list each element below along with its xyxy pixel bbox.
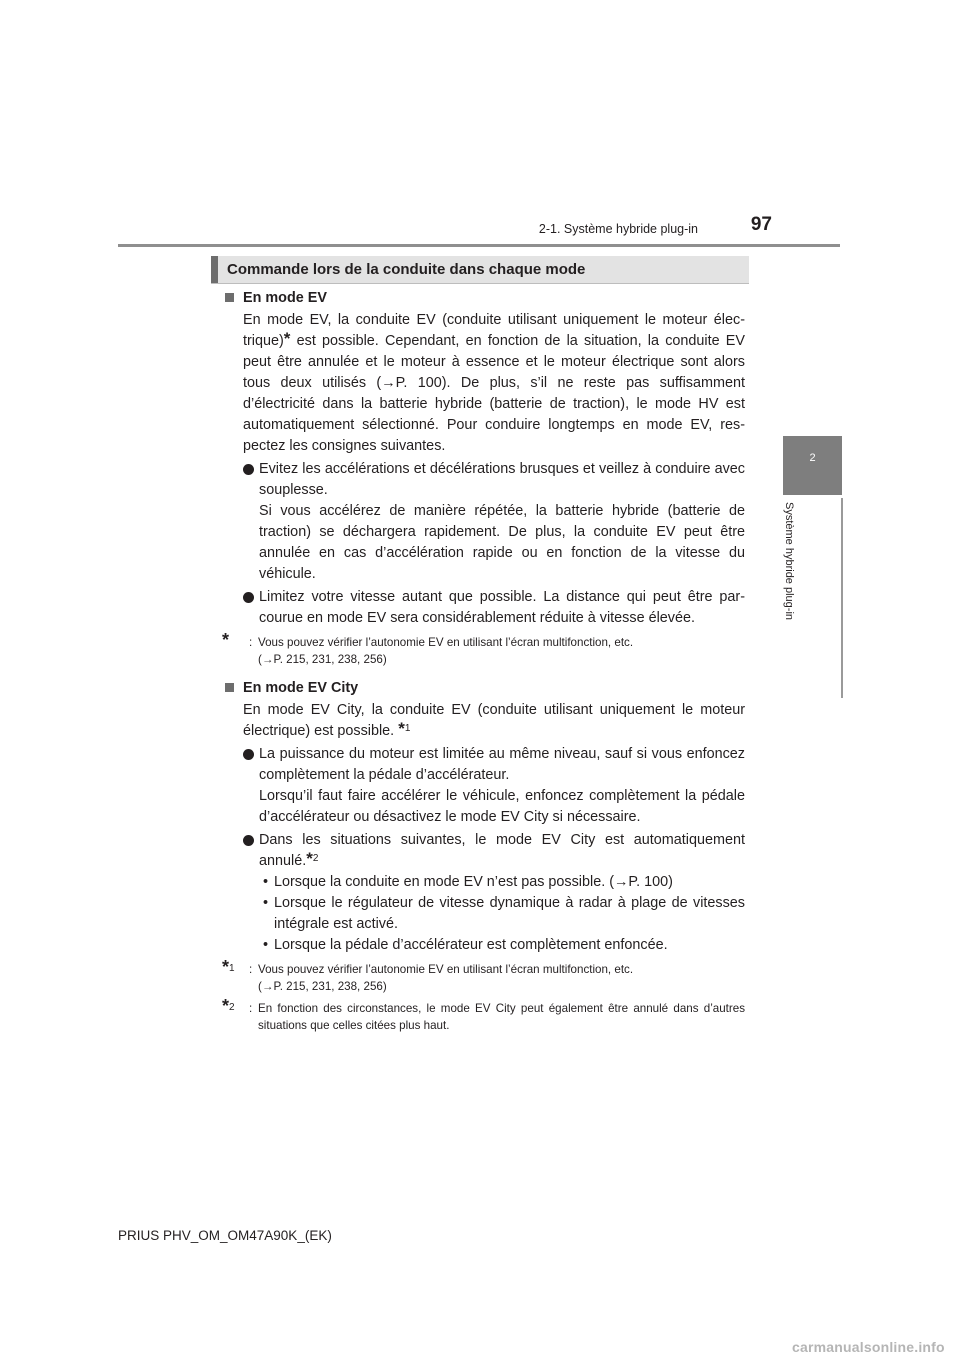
page-content [222, 286, 745, 1034]
footnote-number: 2 [229, 1002, 235, 1013]
ev-mode-footnote-line2: (→P. 215, 231, 238, 256) [258, 653, 387, 666]
ev-mode-heading [222, 286, 745, 310]
ev-city-footnote-1-line2: (→P. 215, 231, 238, 256) [258, 980, 387, 993]
footnote-ref-star: * [283, 329, 291, 348]
footnote-star [222, 959, 235, 976]
bullet-dot-icon [243, 592, 254, 603]
footnote-star-glyph: * [222, 957, 230, 977]
section-accent [211, 256, 218, 283]
ev-mode-bullet-1-line2: Si vous accélérez de manière répétée, la batterie hybride (batterie de traction) se déchargera rapidement. De plus, la conduite EV peut être annulée en cas d’accélération rapide ou en fonction de la vitesse du véhicule. [259, 503, 745, 582]
ev-mode-bullet-1 [243, 459, 745, 585]
chapter-tab-label-text: Système hybride plug-in [783, 502, 795, 621]
ev-city-subitem-text: Lorsque le régulateur de vitesse dynamique à radar à plage de vitesses intégrale est activé. [274, 895, 745, 932]
chapter-tab-number: 2 [809, 452, 816, 464]
footnote-star: * [222, 630, 230, 650]
ev-mode-intro-a: En mode EV, la conduite EV (conduite utilisant uniquement le moteur élec-trique) [243, 312, 745, 349]
ev-mode-footnote [222, 630, 745, 668]
ev-city-intro-text: En mode EV City, la conduite EV (conduite utilisant uniquement le moteur électrique) est possible. [243, 702, 745, 739]
footnote-ref-number: 1 [404, 723, 411, 734]
site-watermark: carmanualsonline.info [792, 1339, 945, 1355]
page-number: 97 [750, 214, 772, 235]
chapter-title: 2-1. Système hybride plug-in [538, 222, 698, 236]
side-divider [841, 498, 843, 698]
ev-city-footnote-2-text: En fonction des circonstances, le mode EV City peut également être annulé dans d’autres situations que celles citées plus haut. [258, 1002, 745, 1032]
footnote-ref-star: * [306, 849, 313, 868]
ev-city-subitem [259, 872, 745, 893]
chapter-tab[interactable] [783, 436, 842, 495]
small-bullet-icon: • [263, 874, 269, 890]
footnote-star [222, 998, 235, 1015]
ev-mode-intro [243, 310, 745, 457]
ev-city-subitem-text: Lorsque la pédale d’accélérateur est complètement enfoncée. [274, 937, 668, 953]
ev-city-subitem [259, 935, 745, 956]
footnote-ref-number: 2 [312, 853, 319, 864]
footnote-colon: : [249, 1002, 253, 1015]
section-heading-bar [211, 256, 749, 283]
square-bullet-icon [225, 683, 234, 692]
document-model-id: PRIUS PHV_OM_OM47A90K_(EK) [118, 1228, 332, 1243]
ev-city-footnote-1-line1: Vous pouvez vérifier l’autonomie EV en utilisant l’écran multifonction, etc. [258, 963, 634, 976]
footnote-number: 1 [229, 963, 235, 974]
bullet-dot-icon [243, 835, 254, 846]
footnote-star-glyph: * [222, 996, 230, 1016]
ev-city-subitem [259, 893, 745, 935]
chapter-tab-label [780, 498, 802, 678]
bullet-dot-icon [243, 464, 254, 475]
footnote-colon: : [249, 963, 253, 976]
bullet-dot-icon [243, 749, 254, 760]
ev-city-bullet-1-line2: Lorsqu’il faut faire accélérer le véhicule, enfoncez complètement la pédale d’accélérateur ou désactivez le mode EV City si nécessaire. [259, 788, 745, 825]
ev-city-bullet-1-line1: La puissance du moteur est limitée au même niveau, sauf si vous enfoncez complètement la pédale d’accélérateur. [259, 746, 745, 783]
ev-city-intro [243, 700, 745, 742]
section-title: Commande lors de la conduite dans chaque mode [227, 261, 586, 278]
ev-mode-bullet-2-text: Limitez votre vitesse autant que possible. La distance qui peut être par-courue en mode EV sera considérablement réduite à vitesse élevée. [259, 589, 745, 626]
square-bullet-icon [225, 293, 234, 302]
ev-city-heading [222, 676, 745, 700]
ev-mode-bullet-2 [243, 587, 745, 629]
ev-city-footnote-1 [222, 957, 745, 995]
small-bullet-icon: • [263, 937, 269, 953]
section-rule [211, 283, 749, 284]
ev-mode-intro-b: est possible. Cependant, en fonction de la situation, la conduite EV peut être annulée et le moteur à essence et le moteur électrique sont alors tous deux utilisés (→P. 100). De plus, s’il ne reste pas suffisamment d’électricité dans la batterie hybride (batterie de traction), le mode HV est automatiquement sélectionné. Pour conduire longtemps en mode EV, res-pectez les consignes suivantes. [243, 333, 745, 454]
ev-city-bullet-2-text: Dans les situations suivantes, le mode EV City est automatiquement annulé. [259, 832, 745, 869]
ev-city-bullet-1 [243, 744, 745, 828]
ev-mode-bullet-1-line1: Evitez les accélérations et décélérations brusques et veillez à conduire avec souplesse. [259, 461, 745, 498]
ev-city-subitem-text: Lorsque la conduite en mode EV n’est pas possible. (→P. 100) [274, 874, 673, 890]
footnote-ref-star: * [398, 719, 405, 738]
footnote-colon: : [249, 636, 253, 649]
ev-city-heading-text: En mode EV City [243, 680, 359, 696]
ev-mode-heading-text: En mode EV [243, 290, 327, 306]
header-rule [118, 244, 840, 247]
ev-mode-footnote-line1: Vous pouvez vérifier l’autonomie EV en utilisant l’écran multifonction, etc. [258, 636, 634, 649]
ev-city-bullet-2 [243, 830, 745, 872]
ev-city-footnote-2 [222, 996, 745, 1034]
small-bullet-icon: • [263, 895, 269, 911]
